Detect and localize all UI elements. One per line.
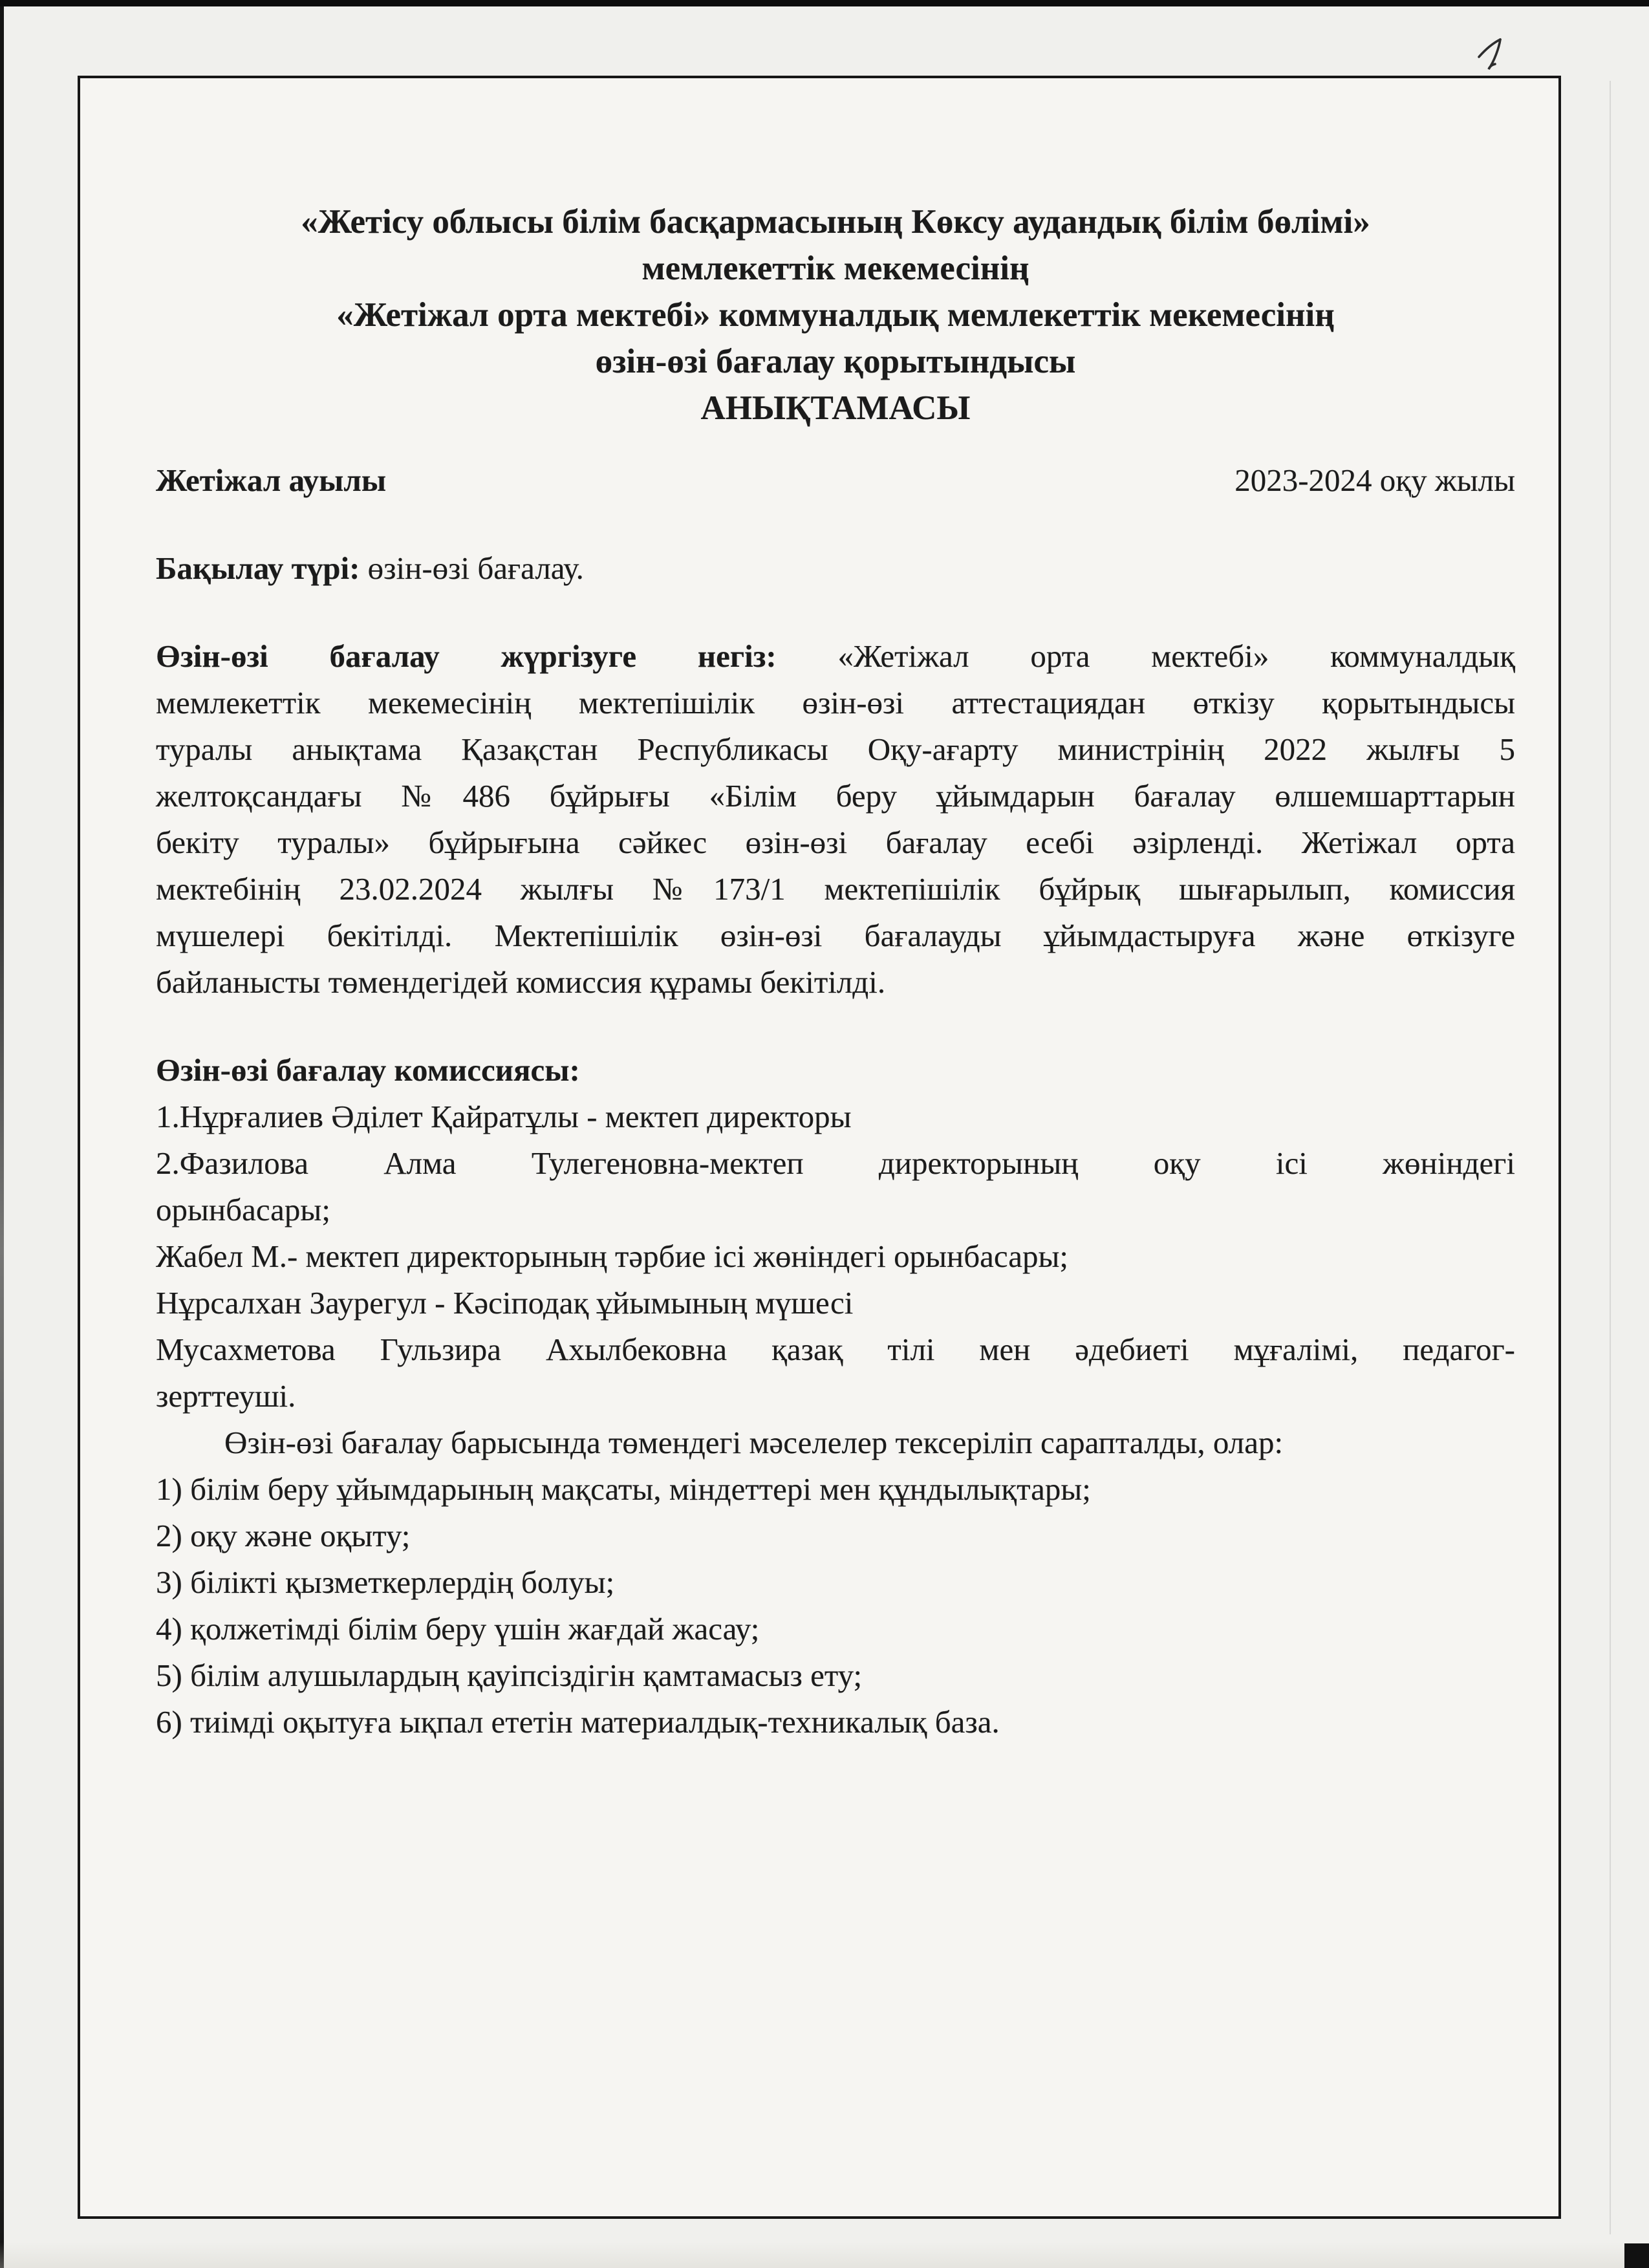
basis-line: мемлекеттік мекемесінің мектепішілік өзін-өзі аттестациядан өткізу қорытындысы: [156, 685, 1515, 720]
review-checklist: [156, 1466, 1515, 1745]
review-intro-line: Өзін-өзі бағалау барысында төмендегі мәселелер тексеріліп сарапталды, олар:: [224, 1425, 1284, 1460]
handwritten-page-number-icon: [1474, 34, 1511, 75]
scan-top-edge-bar: [0, 0, 1649, 6]
basis-lead-label: Өзін-өзі бағалау жүргізуге негіз:: [156, 638, 777, 674]
control-type-value: өзін-өзі бағалау.: [360, 550, 584, 586]
basis-line: бекіту туралы» бұйрығына сәйкес өзін-өзі бағалау есебі әзірленді. Жетіжал орта: [156, 825, 1515, 860]
basis-first-line-rest: «Жетіжал орта мектебі» коммуналдық: [776, 638, 1515, 674]
title-line: «Жетіжал орта мектебі» коммуналдық мемлекеттік мекемесінің: [336, 296, 1335, 334]
basis-line: мектебінің 23.02.2024 жылғы №173/1 мектепішілік бұйрық шығарылып, комиссия: [156, 871, 1515, 907]
title-line: «Жетісу облысы білім басқармасының Көксу аудандық білім бөлімі»: [301, 203, 1370, 241]
commission-member-line: Нұрсалхан Заурегул - Кәсіподақ ұйымының мүшесі: [156, 1285, 854, 1321]
checklist-item: 6) тиімді оқытуға ықпал ететін материалдық-техникалық база.: [156, 1704, 1000, 1740]
school-year-label: 2023-2024 оқу жылы: [1234, 462, 1515, 498]
scan-scratch-line: [1610, 81, 1611, 2234]
page-content: [80, 78, 1558, 1745]
basis-paragraph: [156, 633, 1515, 1006]
commission-member-line: 2.Фазилова Алма Тулегеновна-мектеп директорының оқу ісі жөніндегі: [156, 1145, 1515, 1181]
title-line: өзін-өзі бағалау қорытындысы: [595, 343, 1076, 380]
scan-bottom-texture: [0, 2242, 1649, 2268]
village-label: Жетіжал ауылы: [156, 462, 387, 498]
commission-member-line: зерттеуші.: [156, 1378, 296, 1414]
commission-member-line: орынбасары;: [156, 1192, 330, 1227]
basis-first-line: [156, 633, 1515, 680]
checklist-item: 3) білікті қызметкерлердің болуы;: [156, 1564, 615, 1600]
title-line: мемлекеттік мекемесінің: [641, 250, 1029, 287]
basis-middle-lines: [156, 680, 1515, 959]
basis-line: туралы анықтама Қазақстан Республикасы Оқу-ағарту министрінің 2022 жылғы 5: [156, 731, 1515, 767]
basis-line: желтоқсандағы №486 бұйрығы «Білім беру ұйымдарын бағалау өлшемшарттарын: [156, 778, 1515, 814]
commission-member-line: Жабел М.- мектеп директорының тәрбие ісі жөніндегі орынбасары;: [156, 1238, 1069, 1274]
commission-members: [156, 1094, 1515, 1420]
document-title: [156, 199, 1515, 431]
commission-member-line: Мусахметова Гульзира Ахылбековна қазақ тілі мен әдебиеті мұғалімі, педагог-: [156, 1332, 1515, 1367]
basis-line: мүшелері бекітілді. Мектепішілік өзін-өзі бағалауды ұйымдастыруға және өткізуге: [156, 918, 1515, 953]
checklist-item: 2) оқу және оқыту;: [156, 1518, 411, 1553]
scan-left-edge-strip: [0, 6, 4, 2268]
commission-heading: Өзін-өзі бағалау комиссиясы:: [156, 1052, 580, 1088]
page-frame: [78, 76, 1561, 2219]
title-line: АНЫҚТАМАСЫ: [700, 389, 971, 427]
control-type-label: Бақылау түрі:: [156, 550, 360, 586]
scan-corner-mark: [1624, 2243, 1649, 2268]
commission-member-line: 1.Нұрғалиев Әділет Қайратұлы - мектеп директоры: [156, 1099, 852, 1134]
control-type-line: [156, 545, 1515, 592]
checklist-item: 4) қолжетімді білім беру үшін жағдай жасау;: [156, 1611, 760, 1647]
header-row: [156, 457, 1515, 504]
checklist-item: 1) білім беру ұйымдарының мақсаты, міндеттері мен құндылықтары;: [156, 1471, 1091, 1507]
checklist-item: 5) білім алушылардың қауіпсіздігін қамтамасыз ету;: [156, 1658, 863, 1693]
basis-last-line: байланысты төмендегідей комиссия құрамы бекітілді.: [156, 964, 886, 1000]
